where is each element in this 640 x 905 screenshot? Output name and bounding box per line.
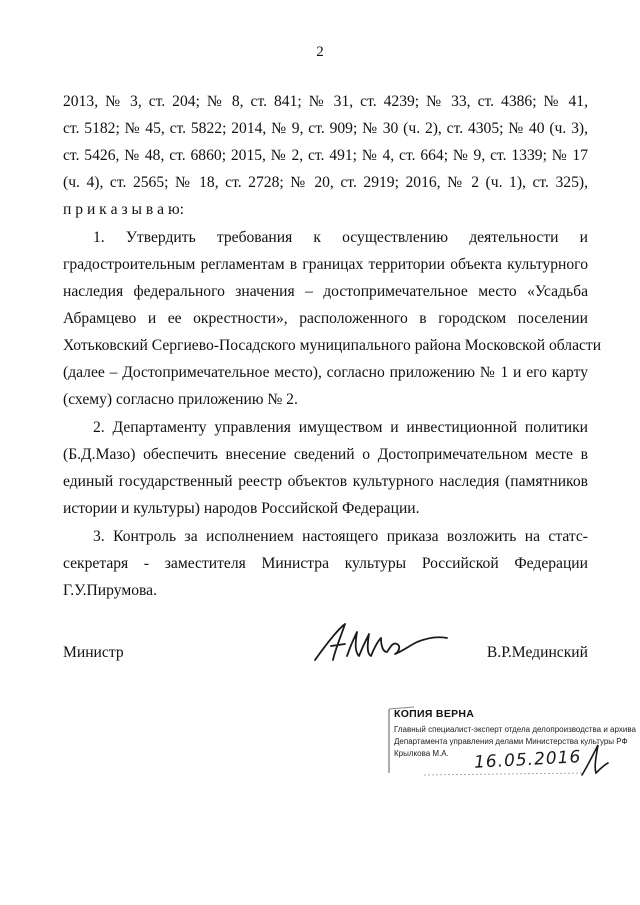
stamp-title: КОПИЯ ВЕРНА — [394, 708, 475, 720]
copy-stamp — [384, 703, 636, 779]
text-line: градостроительным регламентам в границах территории объекта культурного — [63, 256, 588, 273]
text-line: 1. Утвердить требования к осуществлению деятельности и — [93, 229, 588, 246]
text-line: истории и культуры) народов Российской Федерации. — [63, 500, 420, 517]
stamp-signature — [576, 741, 610, 781]
stamp-line: Департамента управления делами Министерства культуры РФ — [394, 737, 628, 746]
stamp-line: Крылкова М.А. — [394, 749, 449, 758]
text-line: наследия федерального значения – достопримечательное место «Усадьба — [63, 283, 588, 300]
stamp-line: Главный специалист-эксперт отдела делопроизводства и архива — [394, 725, 636, 734]
text-line: (Б.Д.Мазо) обеспечить внесение сведений о Достопримечательном месте в — [63, 446, 588, 463]
order-word: п р и к а з ы в а ю: — [63, 201, 184, 218]
signatory-position: Министр — [63, 644, 124, 661]
text-line: (схему) согласно приложению № 2. — [63, 391, 298, 408]
text-line: единый государственный реестр объектов культурного наследия (памятников — [63, 473, 588, 490]
text-line: (далее – Достопримечательное место), согласно приложению № 1 и его карту — [63, 364, 588, 381]
text-line: 2013, № 3, ст. 204; № 8, ст. 841; № 31, ст. 4239; № 33, ст. 4386; № 41, — [63, 93, 588, 110]
text-line: Хотьковский Сергиево-Посадского муниципального района Московской области — [63, 337, 602, 354]
handwritten-signature — [311, 616, 451, 676]
stamp-date: 16.05.2016 — [473, 747, 582, 773]
text-line: Абрамцево и ее окрестности», расположенного в городском поселении — [63, 310, 588, 327]
text-line: ст. 5182; № 45, ст. 5822; 2014, № 9, ст. 909; № 30 (ч. 2), ст. 4305; № 40 (ч. 3), — [63, 120, 588, 137]
page-number: 2 — [316, 44, 324, 60]
text-line: Г.У.Пирумова. — [63, 582, 157, 599]
text-line: 2. Департаменту управления имуществом и инвестиционной политики — [93, 419, 588, 436]
text-line: ст. 5426, № 48, ст. 6860; 2015, № 2, ст. 491; № 4, ст. 664; № 9, ст. 1339; № 17 — [63, 147, 588, 164]
text-line: секретаря - заместителя Министра культуры Российской Федерации — [63, 555, 588, 572]
text-line: (ч. 4), ст. 2565; № 18, ст. 2728; № 20, ст. 2919; 2016, № 2 (ч. 1), ст. 325), — [63, 174, 588, 191]
signatory-name: В.Р.Мединский — [486, 644, 588, 661]
text-line: 3. Контроль за исполнением настоящего приказа возложить на статс- — [93, 528, 588, 545]
